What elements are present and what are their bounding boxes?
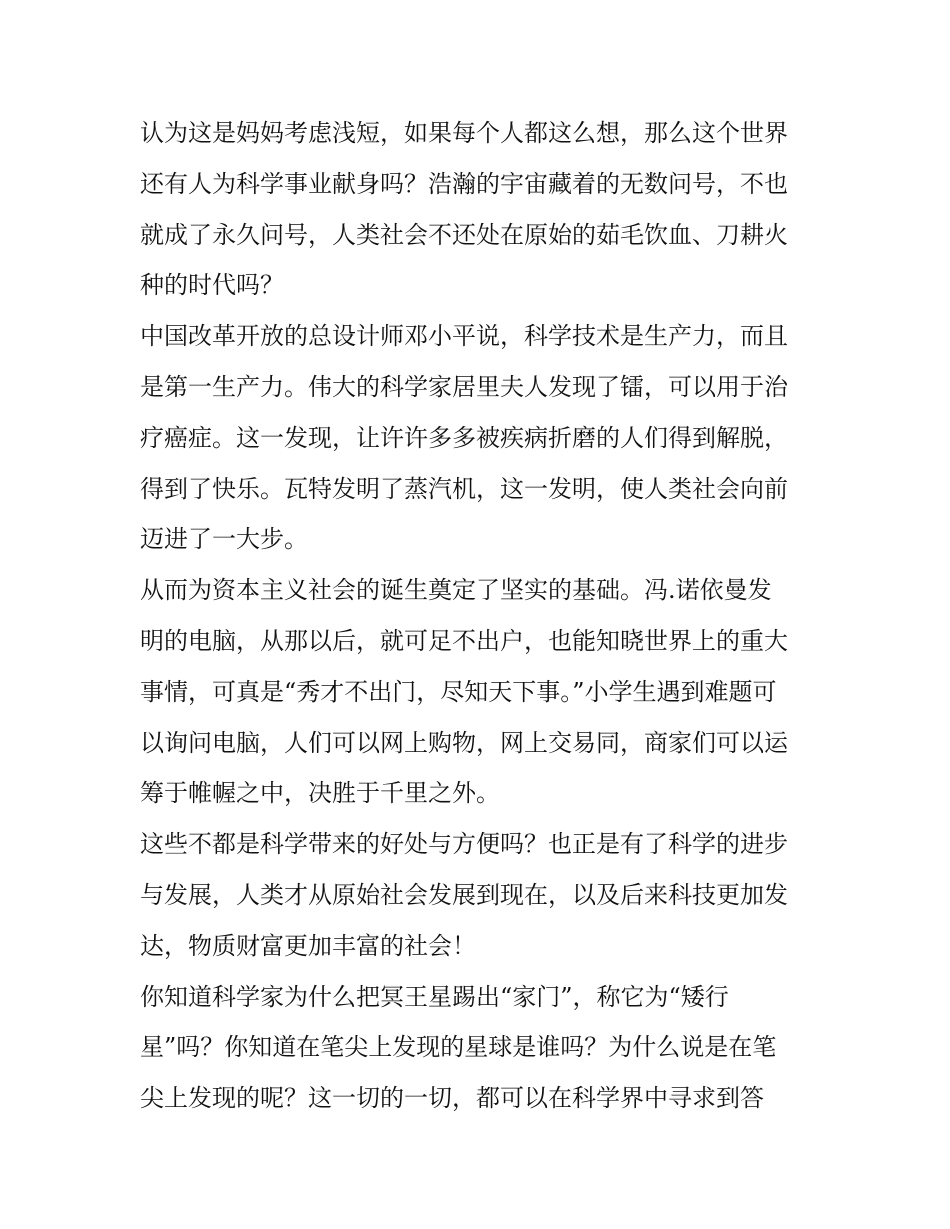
text-line: 认为这是妈妈考虑浅短，如果每个人都这么想，那么这个世界 <box>140 119 788 147</box>
text-line: 疗癌症。这一发现，让许许多多被疾病折磨的人们得到解脱， <box>140 423 788 452</box>
text-line: 与发展，人类才从原始社会发展到现在，以及后来科技更加发 <box>140 880 788 909</box>
text-line: 得到了快乐。瓦特发明了蒸汽机，这一发明，使人类社会向前 <box>140 474 788 503</box>
text-line: 就成了永久问号，人类社会不还处在原始的茹毛饮血、刀耕火 <box>140 220 788 249</box>
text-line: 筹于帷幄之中，决胜于千里之外。 <box>140 779 500 808</box>
text-line: 你知道科学家为什么把冥王星踢出“家门”，称它为“矮行 <box>140 982 729 1011</box>
text-line: 迈进了一大步。 <box>140 525 308 554</box>
text-line: 中国改革开放的总设计师邓小平说，科学技术是生产力，而且 <box>140 322 788 351</box>
text-line: 星”吗？你知道在笔尖上发现的星球是谁吗？为什么说是在笔 <box>140 1033 777 1062</box>
text-line: 还有人为科学事业献身吗？浩瀚的宇宙藏着的无数问号，不也 <box>140 169 788 198</box>
text-line: 种的时代吗？ <box>140 271 284 300</box>
body-text <box>140 108 820 1124</box>
text-line: 从而为资本主义社会的诞生奠定了坚实的基础。冯.诺依曼发 <box>140 576 772 605</box>
text-line: 明的电脑，从那以后，就可足不出户，也能知晓世界上的重大 <box>140 626 788 655</box>
text-line: 达，物质财富更加丰富的社会！ <box>140 931 476 960</box>
text-line: 以询问电脑，人们可以网上购物，网上交易同，商家们可以运 <box>140 728 788 757</box>
text-line: 是第一生产力。伟大的科学家居里夫人发现了镭，可以用于治 <box>140 372 788 401</box>
text-line: 事情，可真是“秀才不出门，尽知天下事。”小学生遇到难题可 <box>140 677 777 706</box>
text-line: 尖上发现的呢？这一切的一切，都可以在科学界中寻求到答 <box>140 1084 764 1113</box>
text-line: 这些不都是科学带来的好处与方便吗？也正是有了科学的进步 <box>140 830 788 859</box>
